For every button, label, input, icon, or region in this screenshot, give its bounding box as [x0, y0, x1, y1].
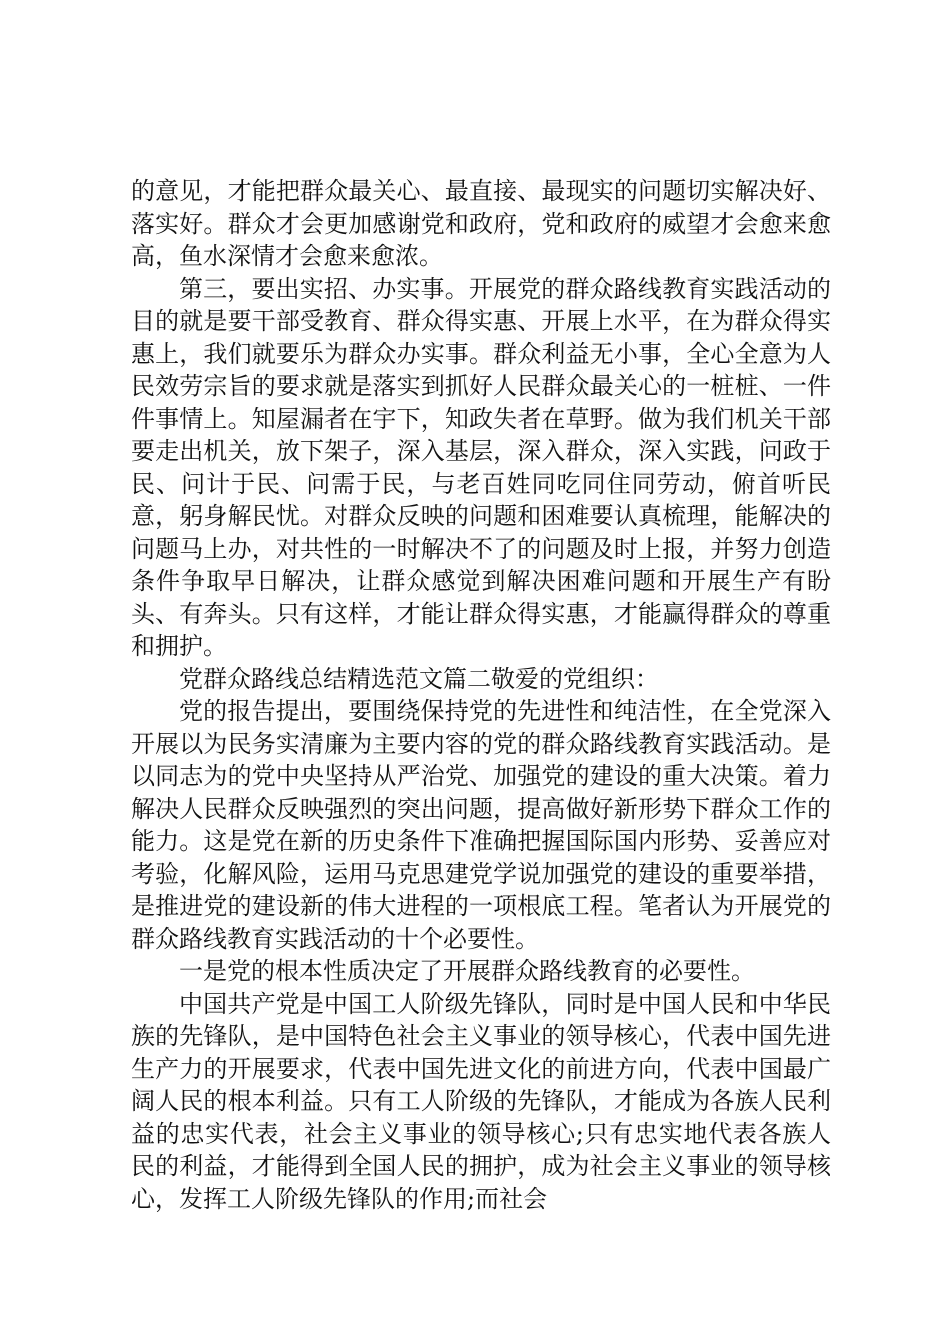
paragraph-6: 中国共产党是中国工人阶级先锋队，同时是中国人民和中华民族的先锋队，是中国特色社会主义事业的领导核心，代表中国先进生产力的开展要求，代表中国先进文化的前进方向，代表中国最广阔人民的根本利益。只有工人阶级的先锋队，才能成为各族人民利益的忠实代表，社会主义事业的领导核心;只有忠实地代表各族人民的利益，才能得到全国人民的拥护，成为社会主义事业的领导核心，发挥工人阶级先锋队的作用;而社会 [131, 989, 831, 1213]
paragraph-1: 的意见，才能把群众最关心、最直接、最现实的问题切实解决好、落实好。群众才会更加感谢党和政府，党和政府的威望才会愈来愈高，鱼水深情才会愈来愈浓。 [131, 177, 831, 270]
paragraph-2: 第三，要出实招、办实事。开展党的群众路线教育实践活动的目的就是要干部受教育、群众得实惠、开展上水平，在为群众得实惠上，我们就要乐为群众办实事。群众利益无小事，全心全意为人民效劳宗旨的要求就是落实到抓好人民群众最关心的一桩桩、一件件事情上。知屋漏者在宇下，知政失者在草野。做为我们机关干部要走出机关，放下架子，深入基层，深入群众，深入实践，问政于民、问计于民、问需于民，与老百姓同吃同住同劳动，俯首听民意，躬身解民忧。对群众反映的问题和困难要认真梳理，能解决的问题马上办，对共性的一时解决不了的问题及时上报，并努力创造条件争取早日解决，让群众感觉到解决困难问题和开展生产有盼头、有奔头。只有这样，才能让群众得实惠，才能赢得群众的尊重和拥护。 [131, 274, 831, 660]
document-body [131, 175, 831, 1215]
paragraph-5: 一是党的根本性质决定了开展群众路线教育的必要性。 [179, 957, 755, 985]
paragraph-4: 党的报告提出，要围绕保持党的先进性和纯洁性，在全党深入开展以为民务实清廉为主要内容的党的群众路线教育实践活动。是以同志为的党中央坚持从严治党、加强党的建设的重大决策。着力解决人民群众反映强烈的突出问题，提高做好新形势下群众工作的能力。这是党在新的历史条件下准确把握国际国内形势、妥善应对考验，化解风险，运用马克思建党学说加强党的建设的重要举措，是推进党的建设新的伟大进程的一项根底工程。笔者认为开展党的群众路线教育实践活动的十个必要性。 [131, 697, 831, 953]
paragraph-3-heading: 党群众路线总结精选范文篇二敬爱的党组织： [179, 664, 659, 693]
